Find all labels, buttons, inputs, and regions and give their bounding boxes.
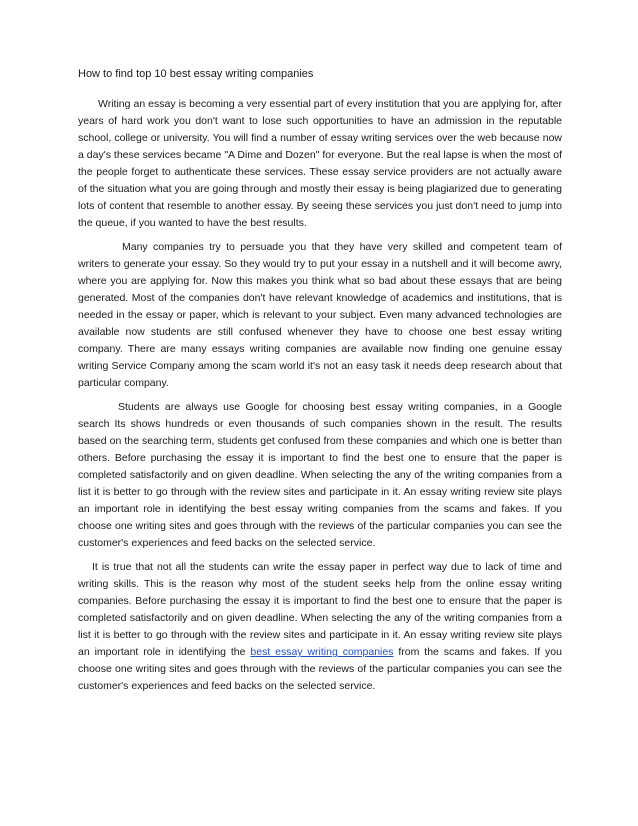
paragraph-2: Many companies try to persuade you that they have very skilled and competent team of writers to generate your essay. So they would try to put your essay in a nutshell and it will become awry, where you are applying for. Now this makes you think what so bad about these essays that are being generated. Most of the companies don't have relevant knowledge of academics and institutions, that is needed in the essay or paper, which is relevant to your subject. Even many advanced technologies are available now students are still confused whenever they have to choose one best essay writing company. There are many essays writing companies are available now finding one genuine essay writing Service Company among the scam world it's not an easy task it needs deep research about that particular company. [78,241,562,389]
best-essay-writing-companies-link[interactable]: best essay writing companies [250,646,394,658]
paragraph-1: Writing an essay is becoming a very essential part of every institution that you are applying for, after years of hard work you don't want to lose such opportunities to have an admission in the reputable school, college or university. You will find a number of essay writing services over the web because now a day's these services became "A Dime and Dozen" for everyone. But the real lapse is when the most of the people forget to authenticate these services. These essay service providers are not actually aware of the situation what you are going through and mostly their essay is being plagiarized due to generating lots of content that resemble to another essay. By seeing these services you just don't need to jump into the queue, if you wanted to have the best results. [78,98,562,229]
paragraph-3: Students are always use Google for choosing best essay writing companies, in a Google search Its shows hundreds or even thousands of such companies shown in the result. The results based on the searching term, students get confused from these companies and which one is better than others. Before purchasing the essay it is important to find the best one to ensure that the paper is completed satisfactorily and on given deadline. When selecting the any of the writing companies from a list it is better to go through with the review sites and participate in it. An essay writing review site plays an important role in identifying the best essay writing companies from the scams and fakes. If you choose one writing sites and goes through with the reviews of the particular companies you can see the customer's experiences and feed backs on the selected service. [78,401,562,549]
document-title: How to find top 10 best essay writing companies [78,68,314,80]
document-page [78,66,562,702]
paragraph-4-text-after-link: from the scams and fakes. If you choose one writing sites and goes through with the reviews of the particular companies you can see the customer's experiences and feed backs on the selected service. [78,646,562,692]
paragraph-4 [78,559,562,695]
paragraph-4-text-before-link: It is true that not all the students can write the essay paper in perfect way due to lack of time and writing skills. This is the reason why most of the student seeks help from the online essay writing companies. Before purchasing the essay it is important to find the best one to ensure that the paper is completed satisfactorily and on given deadline. When selecting the any of the writing companies from a list it is better to go through with the review sites and participate in it. An essay writing review site plays an important role in identifying the [78,561,562,658]
